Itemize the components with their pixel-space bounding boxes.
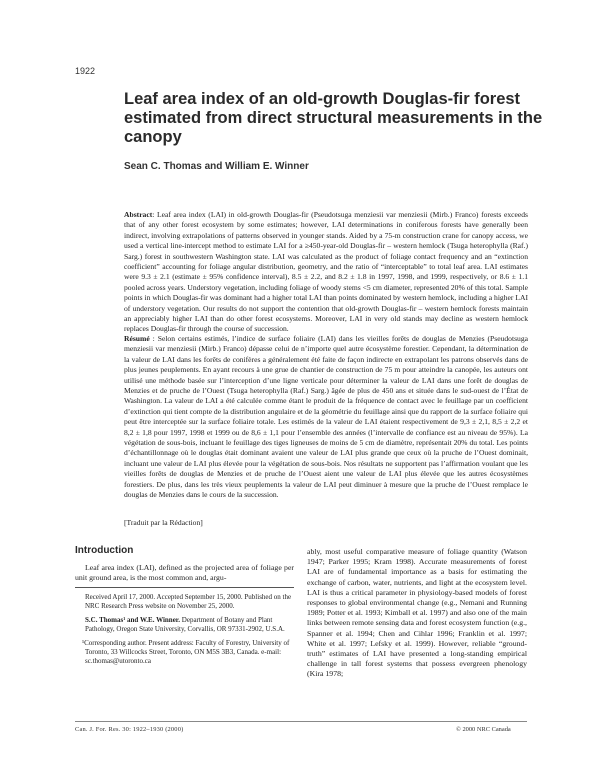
received-note: Received April 17, 2000. Accepted September 15, 2000. Published on the NRC Research Press website on November 25, 2000.: [85, 593, 292, 611]
resume-block: [124, 334, 528, 501]
abstract-label: Abstract: [124, 210, 153, 219]
article-title: Leaf area index of an old-growth Douglas-fir forest estimated from direct structural measurements in the canopy: [124, 90, 543, 146]
affiliation-note: [85, 616, 294, 635]
abstract-text: : Leaf area index (LAI) in old-growth Douglas-fir (Pseudotsuga menziesii var menziesii (Mirb.) Franco) forests exceeds that of any other forest ecosystem by some estimates; however, LAI determinations in coniferous forests have generally been indirect, involving extrapolations of patterns observed in younger stands. Aided by a 75-m construction crane for canopy access, we used a vertical line-intercept method to estimate LAI for a ≥450-year-old Douglas-fir – western hemlock (Tsuga heterophylla (Raf.) Sarg.) forest in southwestern Washington state. LAI was calculated as the product of foliage contact frequency and an “extinction coefficient” accounting for foliage angular distribution, geometry, and the ratio of “interceptable” to total leaf area. LAI estimates were 9.3 ± 2.1 (estimate ± 95% confidence interval), 8.5 ± 2.2, and 8.2 ± 1.8 in 1997, 1998, and 1999, respectively, or 8.6 ± 1.1 pooled across years. Understory vegetation, including foliage of woody stems <5 cm diameter, represented 20% of this total. Sample points in which Douglas-fir was dominant had a higher total LAI than points dominated by western hemlock, including a higher LAI of understory vegetation. Our results do not support the contention that old-growth Douglas-fir – western hemlock forests maintain an appreciably higher LAI than do other forest ecosystems. Moreover, LAI in very old stands may decline as western hemlock replaces Douglas-fir through the course of succession.: [124, 210, 528, 334]
introduction-col1-text: Leaf area index (LAI), defined as the projected area of foliage per unit ground area, is the most common and, argu-: [75, 563, 294, 583]
resume-label: Résumé: [124, 334, 150, 343]
corresponding-author-note: ¹Corresponding author. Present address: Faculty of Forestry, University of Toronto, 33 Willcocks Street, Toronto, ON M5S 3B3, Canada. e-mail: sc.thomas@utoronto.ca: [82, 638, 290, 666]
footer-divider: [75, 721, 527, 722]
article-notes: [75, 587, 294, 671]
introduction-heading: Introduction: [75, 545, 134, 556]
journal-citation: Can. J. For. Res. 30: 1922–1930 (2000): [75, 726, 184, 733]
abstract-block: [124, 210, 528, 335]
copyright-notice: © 2000 NRC Canada: [456, 726, 511, 733]
translator-note: [Traduit par la Rédaction]: [124, 518, 203, 527]
introduction-col2-text: ably, most useful comparative measure of foliage quantity (Watson 1947; Parker 1995; Kram 1998). Accurate measurements of forest LAI are of fundamental importance as a basis for estimating the exchange of carbon, water, nutrients, and light at the ecosystem level. LAI is thus a critical parameter in physiology-based models of forest responses to global environmental change (e.g., Nemani and Running 1989; Potter et al. 1993; Kimball et al. 1997) and also one of the main links between remote sensing data and forest ecosystem function (e.g., Spanner et al. 1994; Chen and Cihlar 1996; Franklin et al. 1997; White et al. 1997; Lefsky et al. 1999). However, reliable “ground-truth” estimates of LAI have presented a long-standing empirical challenge in tall forest systems that possess evergreen phenology (Kira 1978;: [307, 547, 527, 679]
author-line: Sean C. Thomas and William E. Winner: [124, 161, 309, 172]
author-names: S.C. Thomas¹ and W.E. Winner.: [85, 615, 181, 624]
affiliation-text: Department of Botany and Plant Pathology, Oregon State University, Corvallis, OR 97331-2902, U.S.A.: [85, 615, 285, 634]
page-number: 1922: [75, 66, 96, 76]
resume-text: : Selon certains estimés, l’indice de surface foliaire (LAI) dans les vieilles forêts de douglas de Menzies (Pseudotsuga menziesii var menziesii (Mirb.) Franco) dépasse celui de n’importe quel autre écosystème forestier. Cependant, la détermination de la valeur de LAI dans les forêts de conifères a généralement été faite de façon indirecte en extrapolant les patrons observés dans de plus jeunes peuplements. En ayant recours à une grue de chantier de construction de 75 m pour atteindre la canopée, les auteurs ont utilisé une méthode basée sur l’interception d’une ligne verticale pour déterminer la valeur de LAI dans une forêt de douglas de Menzies et de pruche de l’Ouest (Tsuga heterophylla (Raf.) Sarg.) âgée de plus de 450 ans et située dans le sud-ouest de l’État de Washington. La valeur de LAI a été calculée comme étant le produit de la fréquence de contact avec le feuillage par un coefficient d’extinction qui tient compte de la distribution angulaire et de la géométrie du feuillage ainsi que du rapport de la surface foliaire qui peut être interceptée sur la surface foliaire totale. Les estimés de la valeur de LAI étaient respectivement de 9,3 ± 2,1, 8,5 ± 2,2 et 8,2 ± 1,8 pour 1997, 1998 et 1999 ou de 8,6 ± 1,1 pour l’ensemble des années (l’intervalle de confiance est au niveau de 95%). La végétation de sous-bois, incluant le feuillage des tiges ligneuses de moins de 5 cm de diamètre, représentait 20% du total. Les points d’échantillonnage où le douglas était dominant avaient une valeur de LAI plus grande que ceux où la pruche de l’Ouest dominait, incluant une valeur de LAI plus élevée pour la végétation de sous-bois. Nos résultats ne supportent pas l’affirmation voulant que les vieilles forêts de douglas de Menzies et de pruche de l’Ouest aient une valeur de LAI plus élevée que les autres écosystèmes forestiers. De plus, dans les très vieux peuplements la valeur de LAI peut diminuer à mesure que la pruche de l’Ouest remplace le douglas de Menzies dans le cours de la succession.: [124, 334, 528, 500]
